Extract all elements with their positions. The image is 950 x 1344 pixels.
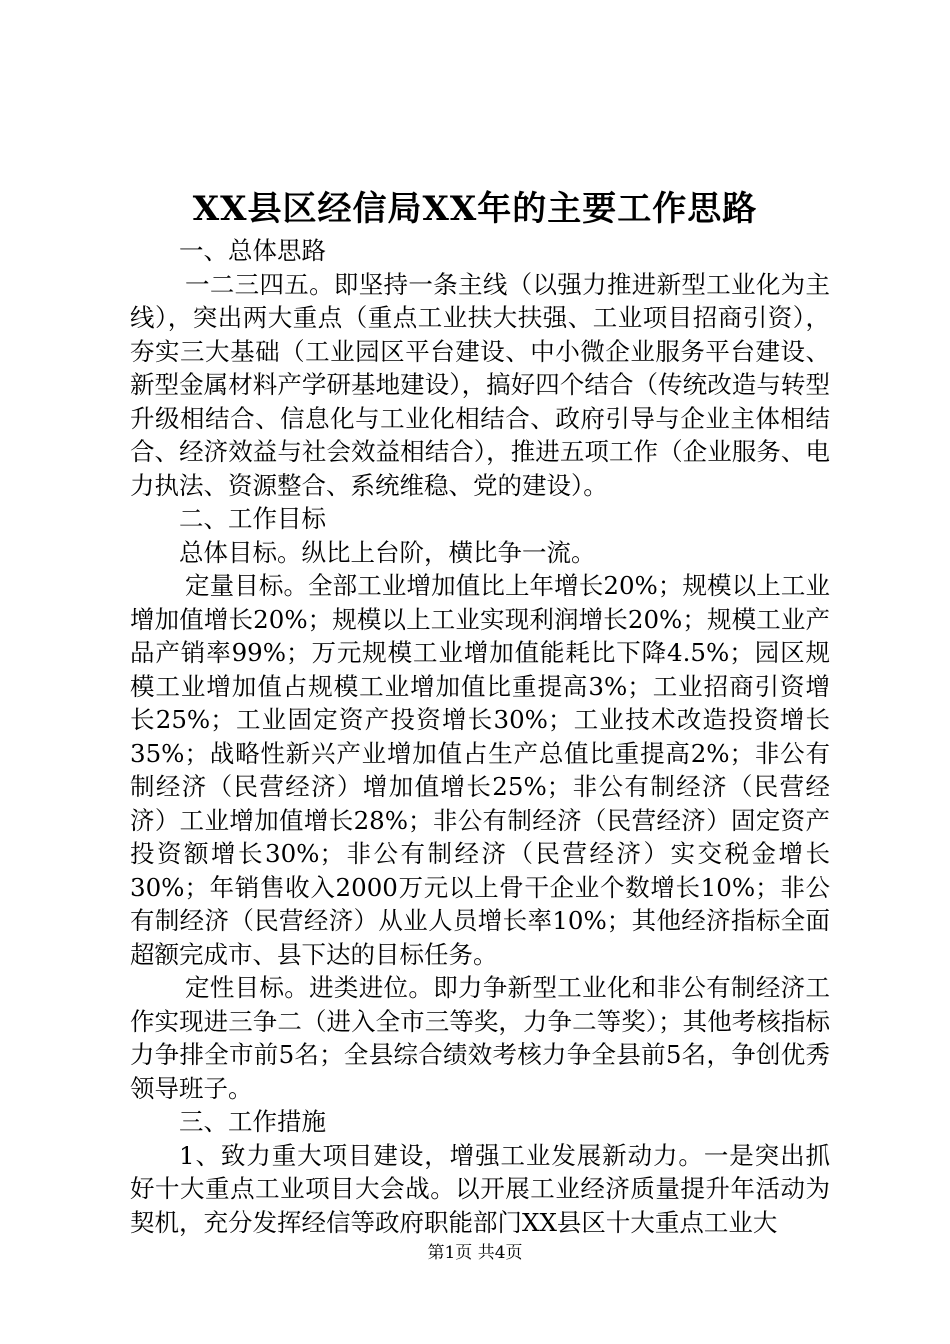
- paragraph-overall-approach: 一二三四五。即坚持一条主线（以强力推进新型工业化为主线），突出两大重点（重点工业扶大扶强、工业项目招商引资），夯实三大基础（工业园区平台建设、中小微企业服务平台建设、新型金属材料产学研基地建设），搞好四个结合（传统改造与转型升级相结合、信息化与工业化相结合、政府引导与企业主体相结合、经济效益与社会效益相结合），推进五项工作（企业服务、电力执法、资源整合、系统维稳、党的建设）。: [130, 269, 830, 500]
- section-heading-goals: 二、工作目标: [179, 504, 326, 533]
- section-heading-overall: 一、总体思路: [179, 236, 326, 265]
- section-heading-measures: 三、工作措施: [179, 1107, 326, 1136]
- document-body: [130, 234, 830, 1239]
- paragraph-quantitative-goals: 定量目标。全部工业增加值比上年增长20%；规模以上工业增加值增长20%；规模以上工业实现利润增长20%；规模工业产品产销率99%；万元规模工业增加值能耗比下降4.5%；园区规模工业增加值占规模工业增加值比重提高3%；工业招商引资增长25%；工业固定资产投资增长30%；工业技术改造投资增长35%；战略性新兴产业增加值占生产总值比重提高2%；非公有制经济（民营经济）增加值增长25%；非公有制经济（民营经济）工业增加值增长28%；非公有制经济（民营经济）固定资产投资额增长30%；非公有制经济（民营经济）实交税金增长30%；年销售收入2000万元以上骨干企业个数增长10%；非公有制经济（民营经济）从业人员增长率10%；其他经济指标全面超额完成市、县下达的目标任务。: [130, 571, 830, 969]
- paragraph-overall-goal: 总体目标。纵比上台阶，横比争一流。: [179, 537, 596, 567]
- paragraph-qualitative-goals: 定性目标。进类进位。即力争新型工业化和非公有制经济工作实现进三争二（进入全市三等奖，力争二等奖）；其他考核指标力争排全市前5名；全县综合绩效考核力争全县前5名，争创优秀领导班子。: [130, 973, 830, 1103]
- document-title: XX县区经信局XX年的主要工作思路: [192, 189, 758, 229]
- paragraph-measure-1: 1、致力重大项目建设，增强工业发展新动力。一是突出抓好十大重点工业项目大会战。以开展工业经济质量提升年活动为契机，充分发挥经信等政府职能部门XX县区十大重点工业大: [130, 1140, 830, 1237]
- page-footer: 第1页 共4页: [427, 1243, 523, 1263]
